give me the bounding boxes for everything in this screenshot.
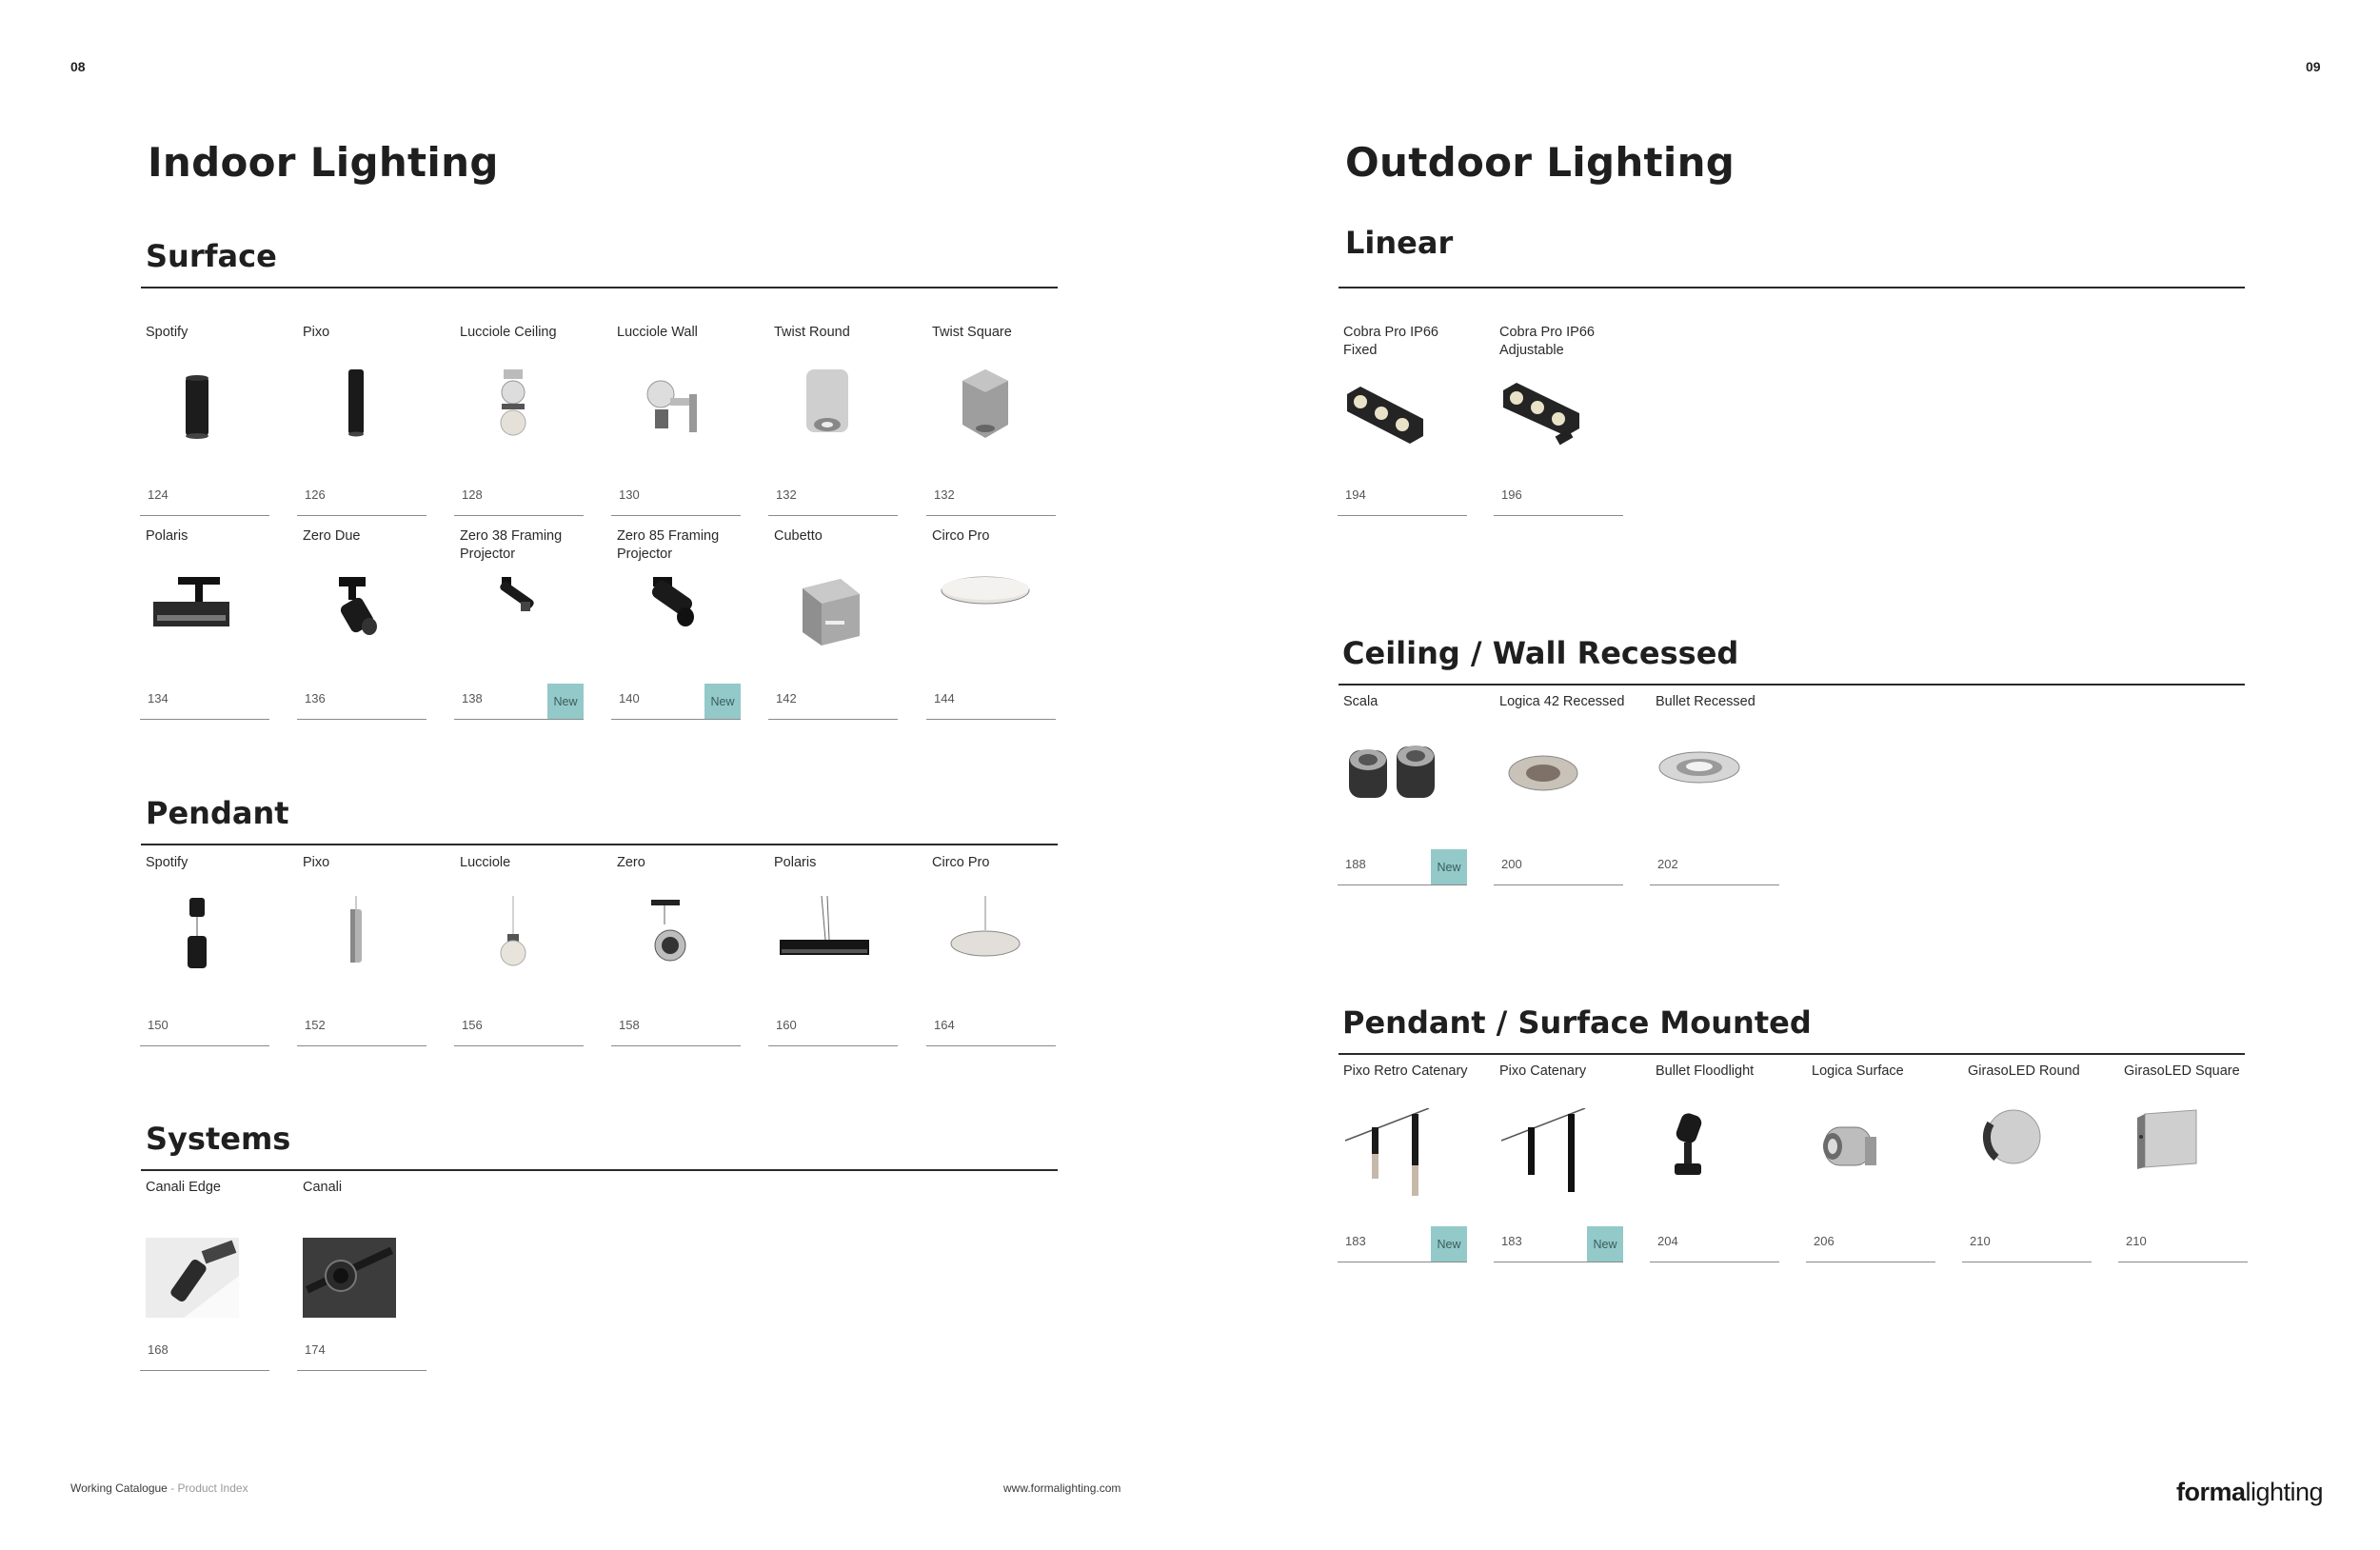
product-page: 183 xyxy=(1345,1234,1366,1248)
product-name: Bullet Recessed xyxy=(1656,694,1755,709)
product-page: 158 xyxy=(619,1018,640,1032)
product-name: Pixo Catenary xyxy=(1499,1063,1587,1079)
product-name: Spotify xyxy=(146,855,188,870)
lucciole-wall-image xyxy=(617,366,735,453)
product-underline xyxy=(140,515,269,516)
product-underline xyxy=(1494,515,1623,516)
product-underline xyxy=(1338,515,1467,516)
product-zero-due[interactable] xyxy=(297,527,426,727)
pendant-heading: Pendant xyxy=(146,795,289,831)
product-page: 196 xyxy=(1501,487,1522,502)
spotify-surface-image xyxy=(146,366,264,453)
product-underline xyxy=(297,719,426,720)
product-page: 134 xyxy=(148,691,169,705)
product-polaris-pendant[interactable] xyxy=(768,854,898,1054)
product-underline xyxy=(297,515,426,516)
product-pixo-pendant[interactable] xyxy=(297,854,426,1054)
product-twist-round[interactable] xyxy=(768,324,898,524)
product-name: Zero Due xyxy=(303,528,361,544)
pixo-catenary-image xyxy=(1499,1108,1617,1207)
product-spotify-surface[interactable] xyxy=(140,324,269,524)
product-zero-85[interactable] xyxy=(611,527,741,727)
product-name: Zero 38 Framing Projector xyxy=(460,528,563,562)
product-underline xyxy=(1650,884,1779,885)
product-name: Lucciole Ceiling xyxy=(460,325,557,340)
circo-pro-surface-image xyxy=(932,569,1050,657)
twist-round-image xyxy=(774,366,892,453)
product-underline xyxy=(454,515,584,516)
product-page: 140 xyxy=(619,691,640,705)
indoor-lighting-title: Indoor Lighting xyxy=(148,139,499,186)
product-page: 144 xyxy=(934,691,955,705)
footer-section-label: Product Index xyxy=(177,1481,248,1495)
product-page: 210 xyxy=(2126,1234,2147,1248)
page-number-left: 08 xyxy=(70,59,86,74)
product-name: GirasoLED Square xyxy=(2124,1063,2240,1079)
product-name: Twist Round xyxy=(774,325,850,340)
new-badge: New xyxy=(1587,1226,1623,1262)
product-name: Lucciole xyxy=(460,855,511,870)
linear-heading: Linear xyxy=(1345,225,1454,261)
surface-heading: Surface xyxy=(146,238,277,274)
logo-bold-text: forma xyxy=(2176,1478,2246,1506)
product-underline xyxy=(611,719,741,720)
product-underline xyxy=(611,515,741,516)
product-scala[interactable] xyxy=(1338,693,1467,893)
product-page: 206 xyxy=(1814,1234,1835,1248)
product-page: 138 xyxy=(462,691,483,705)
product-page: 130 xyxy=(619,487,640,502)
new-badge: New xyxy=(547,684,584,719)
new-badge: New xyxy=(1431,849,1467,884)
product-name: Pixo xyxy=(303,855,330,870)
product-name: Canali xyxy=(303,1180,343,1195)
product-name: Lucciole Wall xyxy=(617,325,698,340)
brand-logo xyxy=(2176,1478,2323,1507)
recessed-heading: Ceiling / Wall Recessed xyxy=(1342,635,1739,671)
product-underline xyxy=(454,1045,584,1046)
product-underline xyxy=(1338,884,1467,885)
product-page: 160 xyxy=(776,1018,797,1032)
product-name: Bullet Floodlight xyxy=(1656,1063,1755,1079)
new-badge: New xyxy=(704,684,741,719)
product-canali-edge[interactable] xyxy=(140,1179,269,1379)
product-lucciole-wall[interactable] xyxy=(611,324,741,524)
polaris-surface-image xyxy=(146,569,264,657)
product-lucciole-pendant[interactable] xyxy=(454,854,584,1054)
product-page: 152 xyxy=(305,1018,326,1032)
product-name: Zero 85 Framing Projector xyxy=(617,528,720,562)
product-name: Polaris xyxy=(774,855,817,870)
lucciole-ceiling-image xyxy=(460,366,578,453)
product-underline xyxy=(140,1370,269,1371)
zero-38-image xyxy=(460,569,578,657)
zero-due-image xyxy=(303,569,421,657)
product-page: 132 xyxy=(934,487,955,502)
product-page: 124 xyxy=(148,487,169,502)
product-girasoled-square[interactable] xyxy=(2118,1063,2248,1262)
girasoled-round-image xyxy=(1968,1108,2086,1207)
product-name: GirasoLED Round xyxy=(1968,1063,2080,1079)
product-name: Polaris xyxy=(146,528,188,544)
footer-catalogue-label: Working Catalogue xyxy=(70,1481,168,1495)
product-underline xyxy=(926,515,1056,516)
product-name: Logica Surface xyxy=(1812,1063,1904,1079)
product-name: Pixo Retro Catenary xyxy=(1343,1063,1468,1079)
product-page: 188 xyxy=(1345,857,1366,871)
product-name: Twist Square xyxy=(932,325,1012,340)
bullet-recessed-image xyxy=(1656,735,1774,823)
product-underline xyxy=(926,719,1056,720)
pixo-surface-image xyxy=(303,366,421,453)
girasoled-square-image xyxy=(2124,1108,2242,1207)
product-bullet-recessed[interactable] xyxy=(1650,693,1779,893)
systems-heading: Systems xyxy=(146,1121,291,1157)
scala-image xyxy=(1343,735,1461,823)
product-bullet-floodlight[interactable] xyxy=(1650,1063,1779,1262)
product-spotify-pendant[interactable] xyxy=(140,854,269,1054)
product-circo-pro-surface[interactable] xyxy=(926,527,1056,727)
product-page: 210 xyxy=(1970,1234,1991,1248)
product-page: 128 xyxy=(462,487,483,502)
product-canali[interactable] xyxy=(297,1179,426,1379)
pendant-surface-rule xyxy=(1339,1053,2245,1055)
lucciole-pendant-image xyxy=(460,896,578,984)
linear-rule xyxy=(1339,287,2245,288)
product-page: 194 xyxy=(1345,487,1366,502)
product-logica-surface[interactable] xyxy=(1806,1063,1935,1262)
product-underline xyxy=(140,1045,269,1046)
footer-catalogue xyxy=(70,1481,248,1495)
product-zero-pendant[interactable] xyxy=(611,854,741,1054)
product-logica-42[interactable] xyxy=(1494,693,1623,893)
spotify-pendant-image xyxy=(146,896,264,984)
pendant-surface-heading: Pendant / Surface Mounted xyxy=(1342,1004,1812,1041)
product-name: Cobra Pro IP66 Fixed xyxy=(1343,325,1438,358)
product-name: Circo Pro xyxy=(932,528,990,544)
recessed-rule xyxy=(1339,684,2245,686)
product-zero-38[interactable] xyxy=(454,527,584,727)
product-underline xyxy=(611,1045,741,1046)
twist-square-image xyxy=(932,366,1050,453)
logica-surface-image xyxy=(1812,1108,1930,1207)
canali-edge-image xyxy=(146,1238,239,1318)
product-underline xyxy=(297,1045,426,1046)
outdoor-lighting-title: Outdoor Lighting xyxy=(1345,139,1735,186)
surface-rule xyxy=(141,287,1058,288)
product-underline xyxy=(768,515,898,516)
product-underline xyxy=(768,719,898,720)
product-circo-pro-pendant[interactable] xyxy=(926,854,1056,1054)
pendant-rule xyxy=(141,844,1058,845)
product-cobra-fixed[interactable] xyxy=(1338,324,1467,524)
product-pixo-retro-catenary[interactable] xyxy=(1338,1063,1467,1262)
product-page: 164 xyxy=(934,1018,955,1032)
logica-42-image xyxy=(1499,735,1617,823)
product-name: Zero xyxy=(617,855,645,870)
product-page: 174 xyxy=(305,1342,326,1357)
zero-pendant-image xyxy=(617,896,735,984)
product-twist-square[interactable] xyxy=(926,324,1056,524)
product-cubetto[interactable] xyxy=(768,527,898,727)
cubetto-image xyxy=(774,569,892,657)
logo-light-text: lighting xyxy=(2245,1478,2324,1506)
product-page: 126 xyxy=(305,487,326,502)
product-underline xyxy=(768,1045,898,1046)
systems-rule xyxy=(141,1169,1058,1171)
product-name: Spotify xyxy=(146,325,188,340)
product-name: Scala xyxy=(1343,694,1378,709)
cobra-adjustable-image xyxy=(1499,366,1617,453)
page-number-right: 09 xyxy=(2306,59,2321,74)
new-badge: New xyxy=(1431,1226,1467,1262)
product-girasoled-round[interactable] xyxy=(1962,1063,2092,1262)
product-cobra-adjustable[interactable] xyxy=(1494,324,1623,524)
product-pixo-surface[interactable] xyxy=(297,324,426,524)
product-page: 202 xyxy=(1657,857,1678,871)
product-underline xyxy=(140,719,269,720)
product-name: Circo Pro xyxy=(932,855,990,870)
product-pixo-catenary[interactable] xyxy=(1494,1063,1623,1262)
product-underline xyxy=(926,1045,1056,1046)
zero-85-image xyxy=(617,569,735,657)
bullet-floodlight-image xyxy=(1656,1108,1774,1207)
product-underline xyxy=(454,719,584,720)
product-name: Canali Edge xyxy=(146,1180,221,1195)
product-underline xyxy=(297,1370,426,1371)
product-page: 132 xyxy=(776,487,797,502)
product-lucciole-ceiling[interactable] xyxy=(454,324,584,524)
product-page: 168 xyxy=(148,1342,169,1357)
pixo-retro-catenary-image xyxy=(1343,1108,1461,1207)
product-name: Cobra Pro IP66 Adjustable xyxy=(1499,325,1595,358)
product-name: Cubetto xyxy=(774,528,823,544)
product-page: 183 xyxy=(1501,1234,1522,1248)
product-page: 204 xyxy=(1657,1234,1678,1248)
footer-url[interactable]: www.formalighting.com xyxy=(1003,1481,1121,1495)
footer-separator: - xyxy=(170,1481,175,1495)
product-page: 136 xyxy=(305,691,326,705)
product-name: Pixo xyxy=(303,325,330,340)
pixo-pendant-image xyxy=(303,896,421,984)
product-page: 200 xyxy=(1501,857,1522,871)
product-page: 150 xyxy=(148,1018,169,1032)
product-page: 156 xyxy=(462,1018,483,1032)
product-polaris-surface[interactable] xyxy=(140,527,269,727)
product-name: Logica 42 Recessed xyxy=(1499,694,1625,709)
canali-image xyxy=(303,1238,396,1318)
polaris-pendant-image xyxy=(774,896,892,984)
product-page: 142 xyxy=(776,691,797,705)
circo-pro-pendant-image xyxy=(932,896,1050,984)
product-underline xyxy=(1494,884,1623,885)
cobra-fixed-image xyxy=(1343,366,1461,453)
